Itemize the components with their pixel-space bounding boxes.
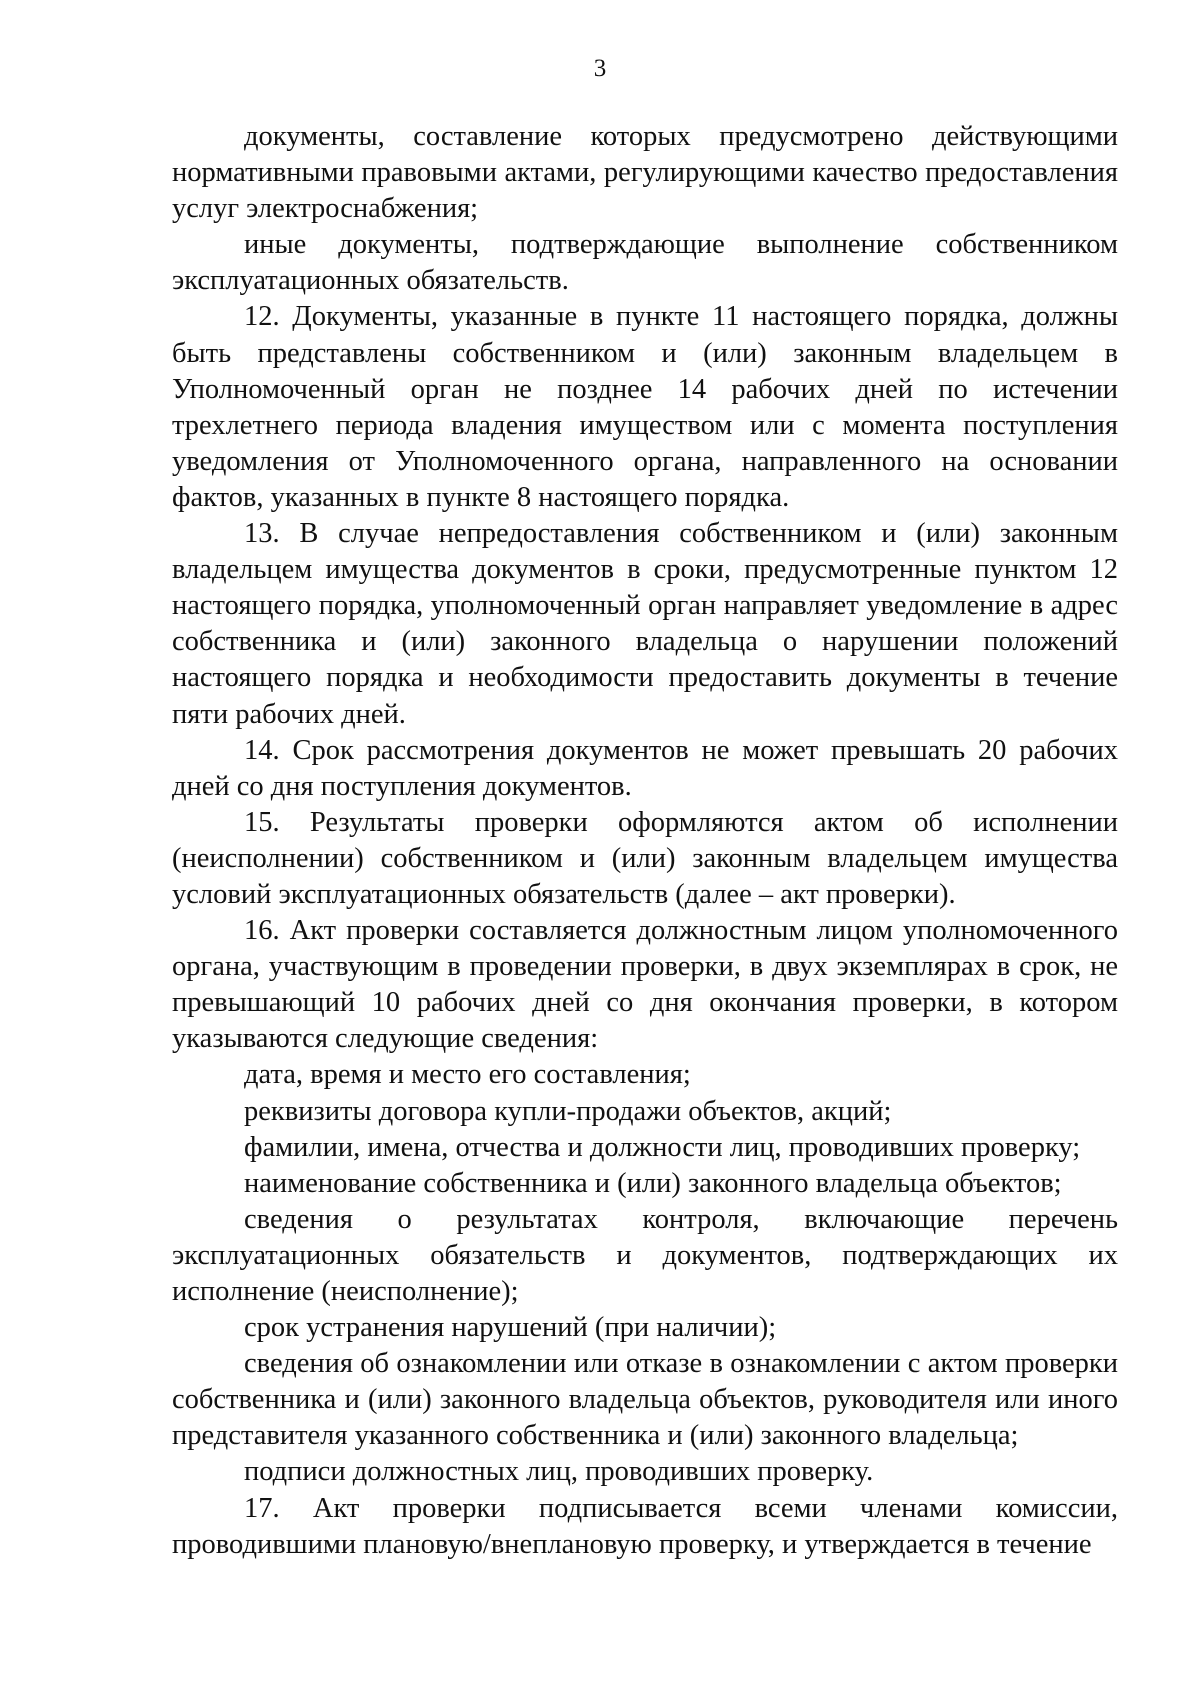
list-item: дата, время и место его составления; xyxy=(244,1059,691,1091)
paragraph: 14. Срок рассмотрения документов не может превышать 20 рабочих дней со дня поступления документов. xyxy=(172,734,1118,802)
paragraph: документы, составление которых предусмотрено действующими нормативными правовыми актами, регулирующими качество предоставления услуг электроснабжения; xyxy=(172,121,1118,225)
paragraph: 12. Документы, указанные в пункте 11 настоящего порядка, должны быть представлены собственником и (или) законным владельцем в Уполномоченный орган не позднее 14 рабочих дней по истечении трехлетнего периода владения имуществом или с момента поступления уведомления от Уполномоченного органа, направленного на основании фактов, указанных в пункте 8 настоящего порядка. xyxy=(172,301,1118,513)
paragraph: 17. Акт проверки подписывается всеми членами комиссии, проводившими плановую/внеплановую проверку, и утверждается в течение xyxy=(172,1492,1118,1560)
document-body xyxy=(172,119,1118,1563)
paragraph: 15. Результаты проверки оформляются актом об исполнении (неисполнении) собственником и (или) законным владельцем имущества условий эксплуатационных обязательств (далее – акт проверки). xyxy=(172,806,1118,910)
list-item: наименование собственника и (или) законного владельца объектов; xyxy=(244,1167,1062,1199)
list-item: срок устранения нарушений (при наличии); xyxy=(244,1312,777,1344)
paragraph: 16. Акт проверки составляется должностным лицом уполномоченного органа, участвующим в проведении проверки, в двух экземплярах в срок, не превышающий 10 рабочих дней со дня окончания проверки, в котором указываются следующие сведения: xyxy=(172,915,1118,1055)
list-item: реквизиты договора купли-продажи объектов, акций; xyxy=(244,1095,892,1127)
paragraph: 13. В случае непредоставления собственником и (или) законным владельцем имущества документов в сроки, предусмотренные пунктом 12 настоящего порядка, уполномоченный орган направляет уведомление в адрес собственника и (или) законного владельца о нарушении положений настоящего порядка и необходимости предоставить документы в течение пяти рабочих дней. xyxy=(172,518,1118,730)
list-item: сведения о результатах контроля, включающие перечень эксплуатационных обязательств и документов, подтверждающих их исполнение (неисполнение); xyxy=(172,1203,1118,1307)
list-item: подписи должностных лиц, проводивших проверку. xyxy=(244,1456,874,1488)
list-item: сведения об ознакомлении или отказе в ознакомлении с актом проверки собственника и (или) законного владельца объектов, руководителя или иного представителя указанного собственника и (или) законного владельца; xyxy=(172,1348,1118,1452)
list-item: фамилии, имена, отчества и должности лиц, проводивших проверку; xyxy=(244,1131,1081,1163)
paragraph: иные документы, подтверждающие выполнение собственником эксплуатационных обязательств. xyxy=(172,229,1118,297)
page-number: 3 xyxy=(593,55,607,82)
